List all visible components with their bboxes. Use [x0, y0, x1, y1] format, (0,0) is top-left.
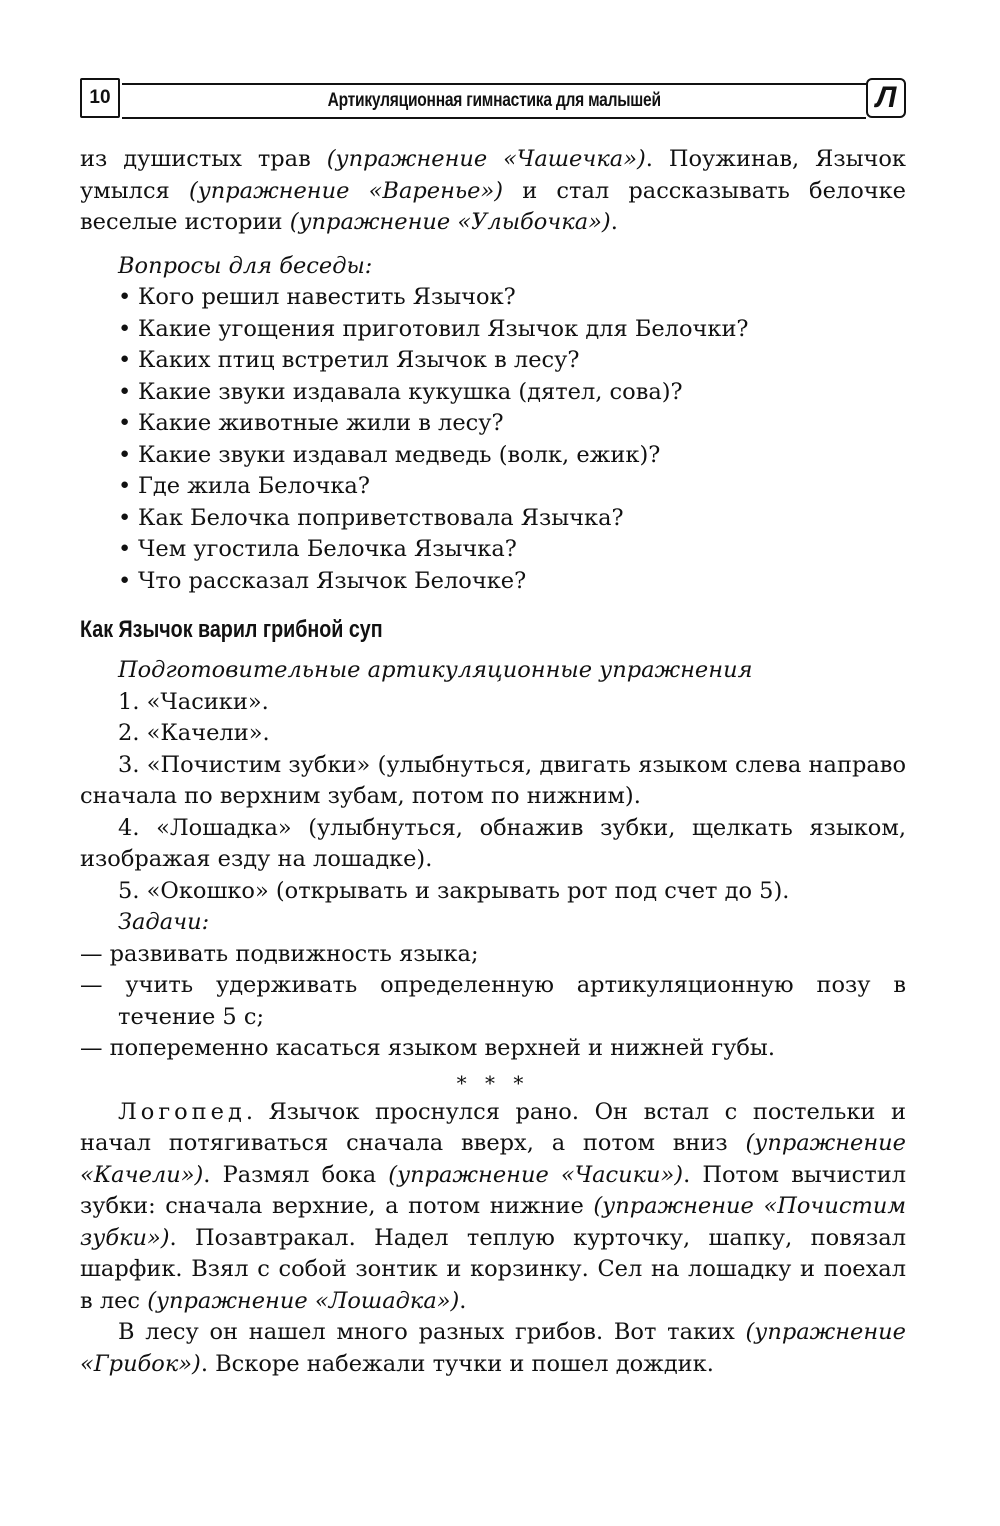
text-run: из душистых трав — [80, 146, 327, 172]
text-run: . — [610, 209, 618, 235]
tasks-list — [80, 939, 906, 1065]
exercise-item: 2. «Качели». — [118, 720, 270, 746]
exercise-reference: (упражнение «Чашечка») — [326, 146, 646, 172]
exercise-reference: (упражнение «Лошадка») — [147, 1287, 460, 1314]
text-run: . — [459, 1287, 467, 1314]
question-text: Каких птиц встретил Язычок в лесу? — [138, 347, 580, 373]
text-run: В лесу он нашел много разных грибов. Вот таких — [118, 1319, 746, 1345]
question-item — [118, 566, 906, 598]
exercise-reference: (упражнение «Улыбочка») — [289, 209, 611, 235]
question-item — [118, 471, 906, 503]
question-text: Какие звуки издавала кукушка (дятел, сова)? — [138, 378, 683, 405]
header-bar — [122, 83, 866, 119]
bullet-icon: • — [118, 378, 132, 405]
question-text: Что рассказал Язычок Белочке? — [138, 567, 527, 594]
exercise-reference: (упражнение «Грибок») — [80, 1319, 906, 1377]
story-paragraph-2 — [80, 1317, 906, 1380]
question-item — [118, 345, 906, 377]
story-paragraph-1 — [80, 1097, 906, 1318]
task-item: — попеременно касаться языком верхней и нижней губы. — [80, 1035, 775, 1061]
questions-heading: Вопросы для беседы: — [118, 252, 373, 279]
question-item — [118, 534, 906, 566]
bullet-icon: • — [118, 473, 132, 499]
question-text: Чем угостила Белочка Язычка? — [138, 536, 517, 562]
question-text: Какие животные жили в лесу? — [138, 410, 504, 436]
speaker-name: Логопед — [118, 1098, 246, 1125]
section-letter-badge: Л — [866, 78, 906, 118]
task-item: — развивать подвижность языка; — [80, 940, 479, 967]
question-text: Кого решил навестить Язычок? — [138, 284, 516, 310]
question-item — [118, 408, 906, 440]
question-item — [118, 503, 906, 535]
bullet-icon: • — [118, 567, 132, 594]
exercise-reference: (упражнение «Качели») — [80, 1130, 906, 1188]
text-run: . Потом вычистил зубки: сначала верхние, а потом нижние — [80, 1161, 906, 1219]
prep-exercises-heading: Подготовительные артикуляционные упражнения — [118, 657, 753, 683]
text-run: . Размял бока — [203, 1161, 389, 1188]
book-title: Артикуляционная гимнастика для малышей — [327, 90, 661, 111]
text-run: . Язычок проснулся рано. Он встал с постельки и начал потягиваться сначала вверх, а потом вниз — [80, 1098, 906, 1156]
exercise-reference: (упражнение «Часики») — [388, 1161, 684, 1188]
question-text: Как Белочка поприветствовала Язычка? — [138, 504, 624, 531]
bullet-icon: • — [118, 441, 132, 468]
question-text: Какие звуки издавал медведь (волк, ежик)? — [138, 441, 661, 468]
exercise-reference: (упражнение «Почистим зубки») — [80, 1193, 906, 1251]
text-run: и стал рассказывать белочке веселые истории — [80, 177, 906, 235]
bullet-icon: • — [118, 536, 132, 562]
section-separator: * * * — [456, 1070, 530, 1095]
question-item — [118, 377, 906, 409]
text-run: . Поужинав, Язычок умылся — [80, 146, 906, 204]
question-item — [118, 282, 906, 314]
question-text: Какие угощения приготовил Язычок для Белочки? — [138, 315, 749, 342]
exercise-item: 3. «Почистим зубки» (улыбнуться, двигать языком слева направо сначала по верхним зубам, потом по нижним). — [80, 751, 906, 809]
book-page — [80, 78, 906, 1380]
running-header — [80, 78, 906, 122]
bullet-icon: • — [118, 410, 132, 436]
section-title: Как Язычок варил грибной суп — [80, 616, 383, 643]
bullet-icon: • — [118, 315, 132, 342]
exercise-item: 4. «Лошадка» (улыбнуться, обнажив зубки, щелкать языком, изображая езду на лошадке). — [80, 814, 906, 872]
exercise-reference: (упражнение «Варенье») — [188, 177, 503, 204]
intro-paragraph — [80, 144, 906, 239]
bullet-icon: • — [118, 284, 132, 310]
questions-list — [80, 282, 906, 597]
text-run: . Позавтракал. Надел теплую курточку, шапку, повязал шарфик. Взял с собой зонтик и корзинку. Сел на лошадку и поехал в лес — [80, 1224, 906, 1314]
text-run: . Вскоре набежали тучки и пошел дождик. — [200, 1350, 714, 1377]
tasks-heading: Задачи: — [118, 909, 210, 935]
exercise-item: 5. «Окошко» (открывать и закрывать рот под счет до 5). — [118, 877, 790, 904]
question-text: Где жила Белочка? — [138, 473, 370, 499]
bullet-icon: • — [118, 504, 132, 531]
question-item — [118, 314, 906, 346]
task-item: — учить удерживать определенную артикуляционную позу в течение 5 с; — [80, 972, 906, 1030]
exercises-list — [80, 687, 906, 908]
page-number: 10 — [80, 78, 120, 118]
exercise-item: 1. «Часики». — [118, 688, 269, 715]
bullet-icon: • — [118, 347, 132, 373]
question-item — [118, 440, 906, 472]
